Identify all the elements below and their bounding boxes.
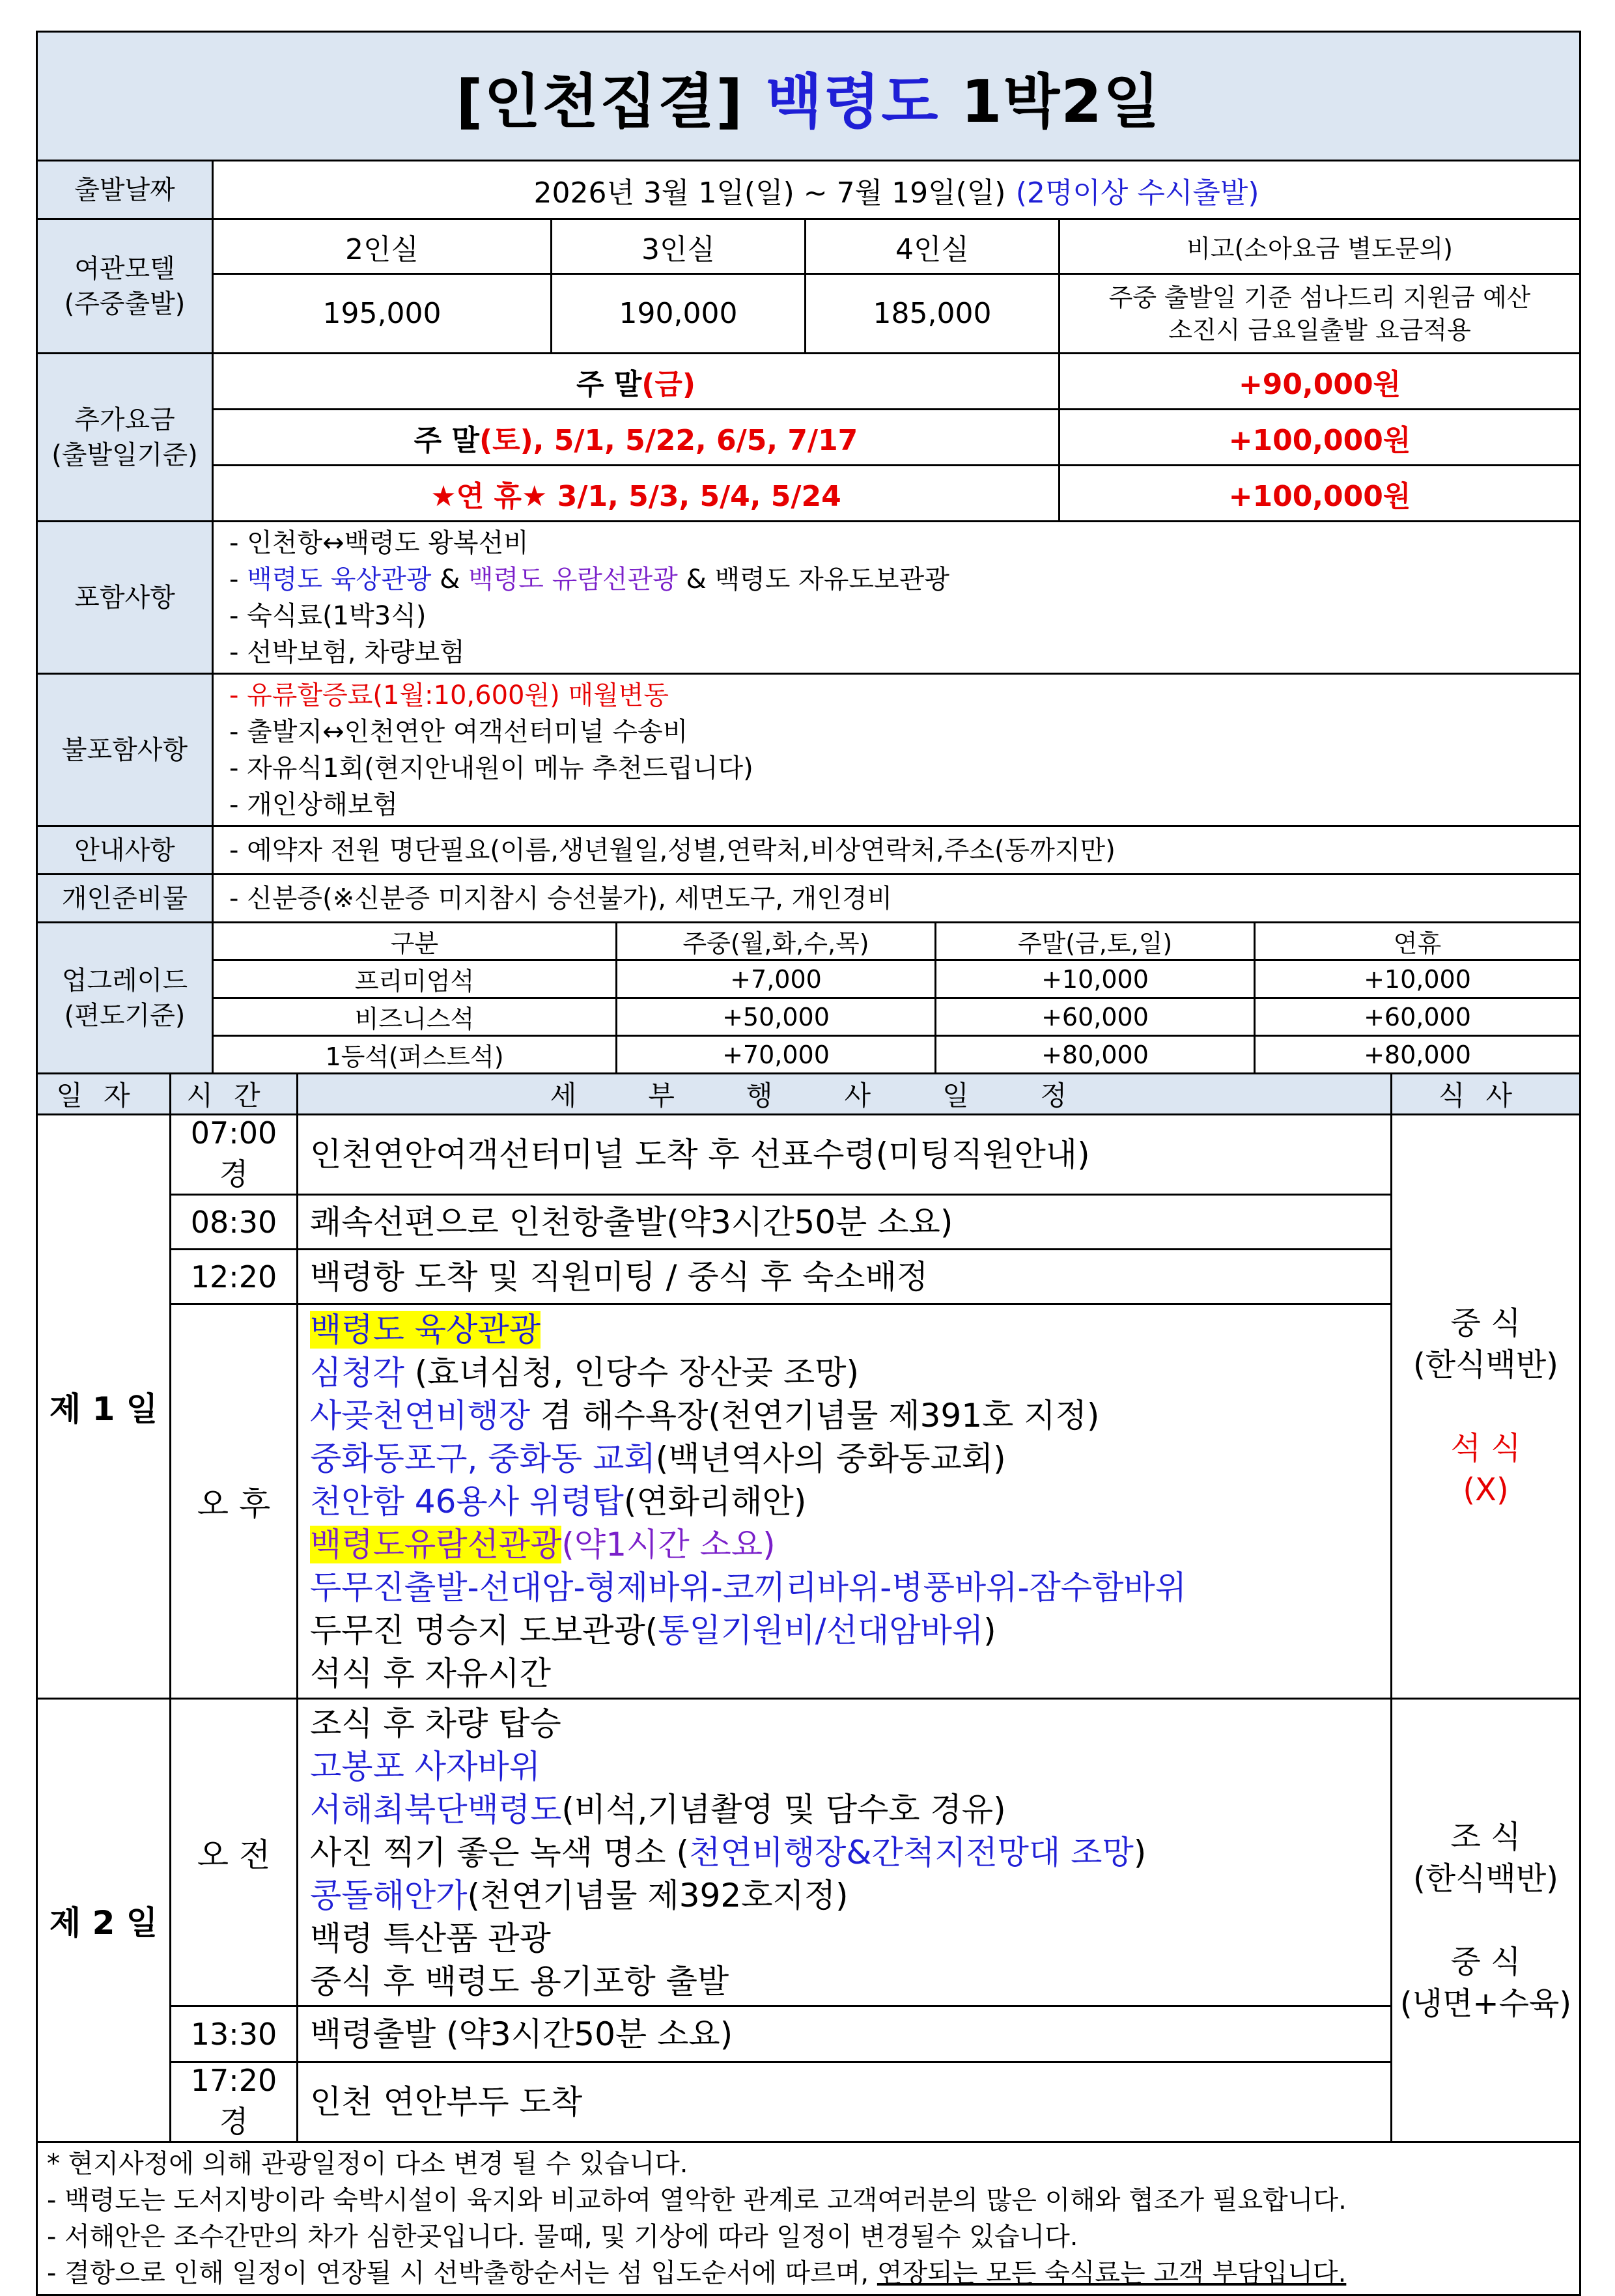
day2-am-line: 백령 특산품 관광: [310, 1919, 551, 1957]
day2-am-desc: 사진 찍기 좋은 녹색 명소 (: [310, 1833, 689, 1871]
day1-meal-dinner-menu: (X): [1463, 1472, 1509, 1508]
day1-pm-line: [310, 1437, 1384, 1480]
day1-label: 제 1 일: [37, 1115, 171, 1699]
day2-detail: 백령출발 (약3시간50분 소요): [298, 2006, 1392, 2062]
upgrade-price: +7,000: [617, 960, 936, 998]
day1-pm-line: 석식 후 자유시간: [310, 1654, 551, 1692]
lodging-remark-line2: 소진시 금요일출발 요금적용: [1168, 315, 1471, 344]
day1-pm-line: [310, 1308, 1384, 1351]
surcharge-row-fri: [213, 354, 1060, 410]
lodging-price-3p: 190,000: [552, 274, 806, 354]
lodging-header-4p: 4인실: [806, 219, 1060, 274]
included-land-tour: 백령도 육상관광: [247, 564, 432, 595]
day1-cruise-route: 두무진출발-선대암-형제바위-코끼리바위-병풍바위-잠수함바위: [310, 1568, 1187, 1606]
day2-am-line: 조식 후 차량 탑승: [310, 1704, 561, 1743]
upgrade-label-line2: (편도기준): [64, 1000, 186, 1031]
departure-note: (2명이상 수시출발): [1015, 176, 1259, 210]
day2-meal-lunch: 중 식: [1450, 1944, 1521, 1980]
note-item: - 서해안은 조수간만의 차가 심한곳입니다. 물때, 및 기상에 따라 일정이 변경될수 있습니다.: [47, 2222, 1078, 2252]
excluded-item: - 출발지↔인천연안 여객선터미널 수송비: [229, 716, 688, 747]
day1-meals: [1392, 1115, 1580, 1699]
included-item: - 선박보험, 차량보험: [229, 637, 465, 667]
day2-am-desc: (비석,기념촬영 및 담수호 경유): [561, 1790, 1006, 1828]
departure-label: 출발날짜: [37, 161, 213, 219]
lodging-header-2p: 2인실: [213, 219, 552, 274]
day2-morning-time: 오 전: [171, 1699, 298, 2006]
surcharge-fri-pre: 주 말: [576, 367, 642, 401]
schedule-header-time: 시간: [171, 1074, 298, 1115]
guide-item: - 예약자 전원 명단필요(이름,생년월일,성별,연락처,비상연락처,주소(동까지만): [229, 835, 1116, 865]
day1-pm-line: [310, 1609, 1384, 1652]
day1-pm-place: 통일기원비/선대암바위: [658, 1611, 984, 1649]
day2-meal-breakfast: 조 식: [1450, 1819, 1521, 1855]
surcharge-fri-amount: +90,000원: [1060, 354, 1580, 410]
notes: [37, 2142, 1580, 2295]
excluded-list: [213, 674, 1580, 826]
day1-pm-line: [310, 1351, 1384, 1394]
day2-meal-breakfast-menu: (한식백반): [1413, 1860, 1558, 1897]
day1-pm-place: 중화동포구, 중화동 교회: [310, 1439, 656, 1477]
included-amp: &: [431, 564, 468, 595]
schedule-header-day: 일자: [37, 1074, 171, 1115]
upgrade-label: [37, 923, 213, 1074]
prep-item: - 신분증(※신분증 미지참시 승선불가), 세면도구, 개인경비: [229, 883, 893, 914]
departure-dates-text: 2026년 3월 1일(일) ~ 7월 19일(일): [533, 176, 1006, 210]
surcharge-holiday-dates: 3/1, 5/3, 5/4, 5/24: [547, 479, 841, 513]
title-place: 백령도: [765, 67, 940, 136]
included-item: - 인천항↔백령도 왕복선비: [229, 527, 529, 558]
lodging-remark-line1: 주중 출발일 기준 섬나드리 지원금 예산: [1108, 283, 1531, 312]
excluded-item: - 자유식1회(현지안내원이 메뉴 추천드립니다): [229, 753, 753, 783]
lodging-label: [37, 219, 213, 354]
lodging-label-line2: (주중출발): [64, 288, 186, 319]
lodging-label-line1: 여관모텔: [74, 253, 175, 284]
day1-meal-lunch-menu: (한식백반): [1413, 1347, 1558, 1383]
included-dash: -: [229, 564, 247, 595]
day2-label: 제 2 일: [37, 1699, 171, 2142]
day1-time: 07:00경: [171, 1115, 298, 1195]
upgrade-header: 구분: [213, 923, 617, 960]
upgrade-price: +50,000: [617, 998, 936, 1036]
note-text: - 결항으로 인해 일정이 연장될 시 선박출항순서는 섬 입도순서에 따르며,: [47, 2258, 877, 2288]
excluded-item: - 개인상해보험: [229, 789, 398, 820]
upgrade-price: +10,000: [1255, 960, 1580, 998]
day1-pm-desc: (연화리해안): [623, 1482, 807, 1520]
day1-detail: 인천연안여객선터미널 도착 후 선표수령(미팅직원안내): [298, 1115, 1392, 1195]
surcharge-label: [37, 354, 213, 522]
schedule-header-detail: 세부행사일정: [298, 1074, 1392, 1115]
day2-am-place: 서해최북단백령도: [310, 1790, 562, 1828]
surcharge-label-line2: (출발일기준): [51, 440, 198, 470]
departure-dates: [213, 161, 1580, 219]
day1-pm-desc: (효녀심청, 인당수 장산곶 조망): [404, 1353, 859, 1392]
day2-am-place: 콩돌해안가: [310, 1876, 468, 1914]
upgrade-price: +10,000: [936, 960, 1255, 998]
upgrade-price: +80,000: [936, 1036, 1255, 1074]
surcharge-sat-dates: , 5/1, 5/22, 6/5, 7/17: [533, 423, 858, 457]
note-item: * 현지사정에 의해 관광일정이 다소 변경 될 수 있습니다.: [47, 2149, 688, 2179]
day1-pm-place: 심청각: [310, 1353, 404, 1392]
day1-afternoon-detail: [298, 1304, 1392, 1699]
day2-am-line: [310, 1874, 1384, 1917]
day1-pm-desc: 두무진 명승지 도보관광(: [310, 1611, 658, 1649]
lodging-remark: [1060, 274, 1580, 354]
day1-time: 08:30: [171, 1195, 298, 1250]
day2-am-line: [310, 1831, 1384, 1874]
surcharge-row-sat: [213, 410, 1060, 466]
title-prefix: [인천집결]: [456, 67, 744, 136]
upgrade-price: +80,000: [1255, 1036, 1580, 1074]
day2-morning-detail: [298, 1699, 1392, 2006]
upgrade-header: 연휴: [1255, 923, 1580, 960]
day1-pm-desc: ): [983, 1611, 996, 1649]
upgrade-price: +60,000: [936, 998, 1255, 1036]
included-cruise-tour: 백령도 유람선관광: [468, 564, 678, 595]
day1-cruise-duration: (약1시간 소요): [561, 1525, 776, 1563]
day1-cruise-title: 백령도유람선관광: [310, 1525, 562, 1563]
surcharge-holiday-amount: +100,000원: [1060, 466, 1580, 522]
upgrade-seat: 1등석(퍼스트석): [213, 1036, 617, 1074]
lodging-header-3p: 3인실: [552, 219, 806, 274]
upgrade-header: 주말(금,토,일): [936, 923, 1255, 960]
day1-meal-lunch: 중 식: [1450, 1305, 1521, 1341]
schedule-table: [36, 1072, 1581, 2296]
day2-detail: 인천 연안부두 도착: [298, 2062, 1392, 2142]
included-item: [220, 561, 1573, 598]
day2-time: 17:20경: [171, 2062, 298, 2142]
guide-label: 안내사항: [37, 826, 213, 875]
surcharge-label-line1: 추가요금: [74, 404, 175, 435]
excluded-item: - 유류할증료(1월:10,600원) 매월변동: [229, 680, 669, 710]
upgrade-label-line1: 업그레이드: [61, 965, 188, 996]
day1-pm-place: 사곶천연비행장: [310, 1396, 531, 1435]
day1-detail: 백령항 도착 및 직원미팅 / 중식 후 숙소배정: [298, 1250, 1392, 1304]
day2-time: 13:30: [171, 2006, 298, 2062]
prep-label: 개인준비물: [37, 875, 213, 923]
prep-text: [213, 875, 1580, 923]
day2-am-place: 천연비행장&간척지전망대 조망: [688, 1833, 1134, 1871]
day2-meals: [1392, 1699, 1580, 2142]
note-item: - 백령도는 도서지방이라 숙박시설이 육지와 비교하여 열악한 관계로 고객여러분의 많은 이해와 협조가 필요합니다.: [47, 2185, 1347, 2215]
day2-am-desc: ): [1133, 1833, 1147, 1871]
day1-pm-line: [310, 1394, 1384, 1437]
page-title: [37, 32, 1580, 161]
itinerary-sheet: [36, 31, 1579, 2296]
day2-am-line: 중식 후 백령도 용기포항 출발: [310, 1962, 729, 2000]
included-walk-tour: & 백령도 자유도보관광: [677, 564, 949, 595]
surcharge-holiday-label: ★연 휴★: [430, 479, 548, 513]
upgrade-seat: 프리미엄석: [213, 960, 617, 998]
day1-land-tour-title: 백령도 육상관광: [310, 1310, 541, 1349]
upgrade-price: +70,000: [617, 1036, 936, 1074]
surcharge-fri-day: (금): [641, 367, 696, 401]
included-label: 포함사항: [37, 522, 213, 674]
excluded-label: 불포함사항: [37, 674, 213, 826]
info-table: [36, 31, 1581, 923]
surcharge-sat-amount: +100,000원: [1060, 410, 1580, 466]
lodging-price-2p: 195,000: [213, 274, 552, 354]
day1-detail: 쾌속선편으로 인천항출발(약3시간50분 소요): [298, 1195, 1392, 1250]
day1-pm-desc: (백년역사의 중화동교회): [655, 1439, 1006, 1477]
surcharge-row-holiday: [213, 466, 1060, 522]
note-item: [42, 2255, 1575, 2291]
day1-time: 12:20: [171, 1250, 298, 1304]
day1-pm-line: [310, 1480, 1384, 1523]
surcharge-sat-pre: 주 말: [414, 423, 479, 457]
title-duration: 1박2일: [961, 67, 1161, 136]
day1-pm-line: [310, 1523, 1384, 1566]
surcharge-sat-day: (토): [479, 423, 533, 457]
note-underlined: 연장되는 모든 숙식료는 고객 부담입니다.: [877, 2258, 1347, 2288]
day2-am-line: [310, 1788, 1384, 1831]
day1-meal-dinner: 석 식: [1450, 1430, 1521, 1466]
day2-am-desc: (천연기념물 제392호지정): [467, 1876, 849, 1914]
day1-afternoon-time: 오 후: [171, 1304, 298, 1699]
schedule-header-meal: 식사: [1392, 1074, 1580, 1115]
upgrade-seat: 비즈니스석: [213, 998, 617, 1036]
included-item: - 숙식료(1박3식): [229, 600, 427, 631]
lodging-price-4p: 185,000: [806, 274, 1060, 354]
upgrade-table: [36, 921, 1581, 1074]
included-list: [213, 522, 1580, 674]
day1-pm-place: 천안함 46용사 위령탑: [310, 1482, 624, 1520]
day1-pm-desc: 겸 해수욕장(천연기념물 제391호 지정): [530, 1396, 1100, 1435]
upgrade-header: 주중(월,화,수,목): [617, 923, 936, 960]
day2-am-line: 고봉포 사자바위: [310, 1747, 541, 1785]
guide-text: [213, 826, 1580, 875]
upgrade-price: +60,000: [1255, 998, 1580, 1036]
lodging-header-remark: 비고(소아요금 별도문의): [1060, 219, 1580, 274]
day2-meal-lunch-menu: (냉면+수육): [1399, 1985, 1572, 2022]
